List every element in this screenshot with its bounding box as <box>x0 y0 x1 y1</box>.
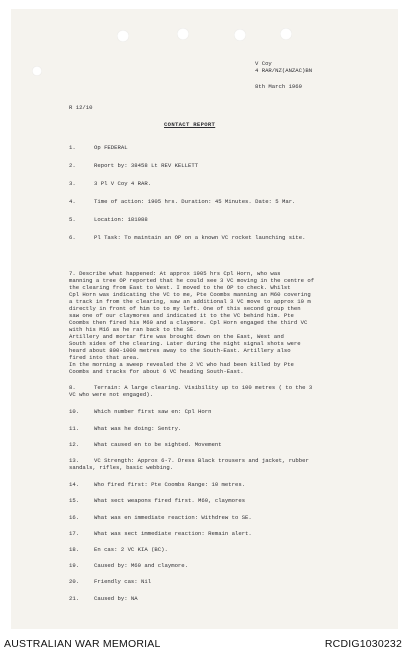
item-text: What sect weapons fired first. M60, claymores <box>94 497 246 504</box>
item-number: 4. <box>69 198 76 205</box>
item-text: 3 Pl V Coy 4 RAR. <box>94 180 152 187</box>
narrative-line: Coombs then fired his M60 and a claymore. Cpl Horn engaged the third VC <box>69 319 308 326</box>
item-text: VC who were not engaged). <box>69 391 153 398</box>
item-number: 21. <box>69 595 80 602</box>
item-text: Location: 181088 <box>94 216 148 223</box>
item-text: What was sect immediate reaction: Remain alert. <box>94 530 252 537</box>
document-page <box>11 9 398 629</box>
footer-record-id: RCDIG1030232 <box>324 638 402 650</box>
item-number: 8. <box>69 384 76 391</box>
item-text: Friendly cas: Nil <box>94 578 152 585</box>
narrative-line: manning a tree OP reported that he could see 3 VC moving in the centre of <box>69 277 315 284</box>
header-battalion: 4 RAR/NZ(ANZAC)BN <box>255 67 313 74</box>
narrative-line: fired into that area. <box>69 354 140 361</box>
item-text: Who fired first: Pte Coombs Range: 10 metres. <box>94 481 246 488</box>
item-text: Terrain: A large clearing. Visibility up to 100 metres ( to the 3 <box>94 384 313 391</box>
punch-hole <box>177 28 189 40</box>
header-date: 8th March 1969 <box>255 83 302 90</box>
item-number: 10. <box>69 408 80 415</box>
footer-archive-name: AUSTRALIAN WAR MEMORIAL <box>4 638 161 650</box>
item-number: 3. <box>69 180 76 187</box>
item-text: Op FEDERAL <box>94 144 128 151</box>
narrative-line: the clearing from East to West. I moved to the OP to check. Whilst <box>69 284 291 291</box>
narrative-line: with his M16 as he ran back to the SE. <box>69 326 197 333</box>
item-text: What caused en to be sighted. Movement <box>94 441 222 448</box>
item-number: 2. <box>69 162 76 169</box>
item-number: 6. <box>69 234 76 241</box>
report-title: CONTACT REPORT <box>164 121 216 128</box>
item-text: VC Strength: Approx 6-7. Dress Black trousers and jacket, rubber <box>94 457 309 464</box>
punch-hole <box>32 66 42 76</box>
item-number: 20. <box>69 578 80 585</box>
item-number: 11. <box>69 425 80 432</box>
item-number: 15. <box>69 497 80 504</box>
punch-hole <box>117 30 129 42</box>
item-number: 18. <box>69 546 80 553</box>
item-text: En cas: 2 VC KIA (BC). <box>94 546 168 553</box>
narrative-line: heard about 800-1000 metres away to the South-East. Artillery also <box>69 347 291 354</box>
item-text: What was en immediate reaction: Withdrew to SE. <box>94 514 252 521</box>
narrative-line: Cpl Horn was indicating the VC to me, Pte Coombs manning an M60 covering <box>69 291 311 298</box>
item-text: Pl Task: To maintain an OP on a known VC rocket launching site. <box>94 234 306 241</box>
narrative-line: 7. Describe what happened: At approx 1905 hrs Cpl Horn, who was <box>69 270 281 277</box>
punch-hole <box>280 28 292 40</box>
item-number: 19. <box>69 562 80 569</box>
item-number: 17. <box>69 530 80 537</box>
file-reference: R 12/10 <box>69 104 93 111</box>
narrative-line: directly in front of him to to my left. One of this second group then <box>69 305 301 312</box>
archive-footer <box>0 635 408 653</box>
item-text: Caused by: M60 and claymore. <box>94 562 188 569</box>
narrative-line: South sides of the clearing. Later during the night signal shots were <box>69 340 301 347</box>
item-number: 5. <box>69 216 76 223</box>
narrative-paragraph <box>69 270 369 375</box>
punch-hole <box>234 29 246 41</box>
narrative-line: a track in from the clearing, saw an additional 3 VC move to approx 10 m <box>69 298 311 305</box>
item-text: Report by: 38458 Lt REV KELLETT <box>94 162 199 169</box>
header-unit: V Coy <box>255 60 272 67</box>
narrative-line: saw one of our claymores and indicated it to the VC behind him. Pte <box>69 312 294 319</box>
item-text: Which number first saw en: Cpl Horn <box>94 408 212 415</box>
item-number: 1. <box>69 144 76 151</box>
item-number: 12. <box>69 441 80 448</box>
narrative-line: Artillery and mortar fire was brought down on the East, West and <box>69 333 284 340</box>
item-text: Time of action: 1905 hrs. Duration: 45 Minutes. Date: 5 Mar. <box>94 198 296 205</box>
narrative-line: Coombs and tracks for about 6 VC heading South-East. <box>69 368 244 375</box>
item-text: What was he doing: Sentry. <box>94 425 182 432</box>
item-number: 14. <box>69 481 80 488</box>
item-number: 13. <box>69 457 80 464</box>
item-text: Caused by: NA <box>94 595 138 602</box>
item-text: sandals, rifles, basic webbing. <box>69 464 174 471</box>
narrative-line: In the morning a sweep revealed the 2 VC who had been killed by Pte <box>69 361 294 368</box>
item-number: 16. <box>69 514 80 521</box>
